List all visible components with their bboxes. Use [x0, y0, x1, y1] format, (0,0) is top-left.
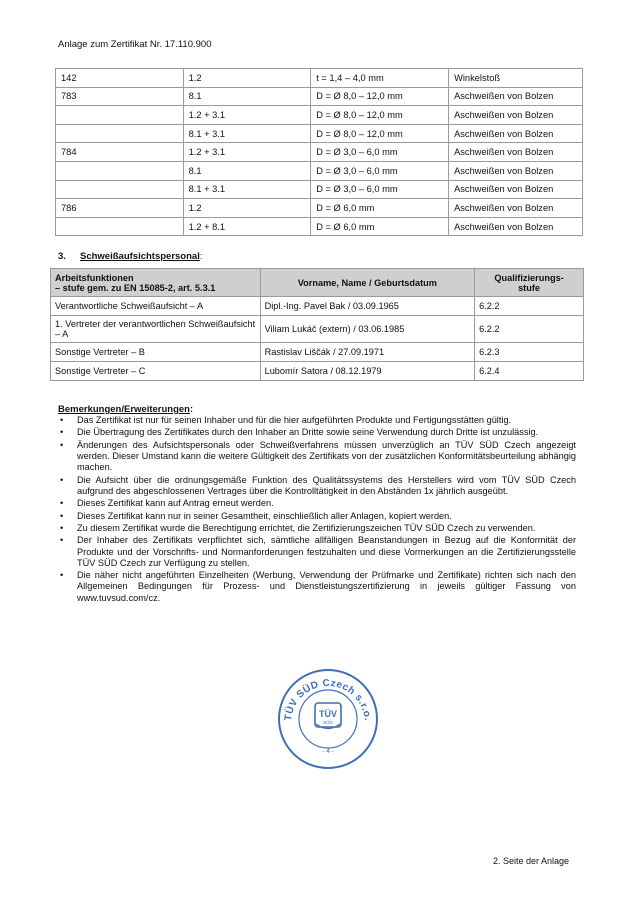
table-row	[56, 143, 583, 162]
table-cell	[56, 217, 184, 236]
list-item: • Der Inhaber des Zertifikats verpflichtet sich, sämtliche allfälligen Beanstandungen in Bezug auf die Konformität der Produkte und der Vorschrifts- und Normanforderungen festzuhalten und diese Vormerkungen an die Zertifizierungsstelle TÜV SÜD Czech zur Verfügung zu stellen.	[58, 535, 576, 569]
table-cell: Lubomír Satora / 08.12.1979	[260, 362, 475, 381]
list-item: • Die näher nicht angeführten Einzelheiten (Werbung, Verwendung der Prüfmarke und Zertifikate) richten sich nach den Allgemeinen Bedingungen für Prozess- und Dienstleistungszertifizierung in jeweils gültiger Fassung von www.tuvsud.com/cz.	[58, 570, 576, 604]
table-cell: 8.1 + 3.1	[183, 124, 311, 143]
table-cell: 1. Vertreter der verantwortlichen Schweißaufsicht – A	[51, 316, 261, 343]
header-functions-line1: Arbeitsfunktionen	[55, 272, 134, 283]
table-cell: Aschweißen von Bolzen	[449, 199, 583, 218]
table-cell: D = Ø 3,0 – 6,0 mm	[311, 161, 449, 180]
stamp-number: - 4 -	[322, 748, 334, 755]
table-row	[56, 106, 583, 125]
table-cell: 6.2.2	[475, 297, 584, 316]
table-cell: Aschweißen von Bolzen	[449, 161, 583, 180]
table-cell: D = Ø 6,0 mm	[311, 217, 449, 236]
header-functions-line2: – stufe gem. zu EN 15085-2, art. 5.3.1	[55, 282, 216, 293]
table-cell: Sonstige Vertreter – C	[51, 362, 261, 381]
personnel-table-header	[51, 269, 584, 297]
table-cell: Dipl.-Ing. Pavel Bak / 03.09.1965	[260, 297, 475, 316]
tuv-logo-icon	[315, 703, 341, 729]
header-functions	[51, 269, 261, 297]
table-cell: 8.1	[183, 161, 311, 180]
table-row	[56, 69, 583, 88]
stamp-ring-text: TÜV SÜD Czech s.r.o.	[282, 677, 373, 722]
section-3-heading	[58, 251, 202, 262]
stamp-logo-subtext: SÜD	[323, 720, 333, 725]
table-cell: D = Ø 3,0 – 6,0 mm	[311, 180, 449, 199]
table-cell: 1.2 + 3.1	[183, 143, 311, 162]
table-cell: Verantwortliche Schweißaufsicht – A	[51, 297, 261, 316]
header-name: Vorname, Name / Geburtsdatum	[260, 269, 475, 297]
table-cell: 784	[56, 143, 184, 162]
table-cell: Aschweißen von Bolzen	[449, 217, 583, 236]
tuv-stamp-seal	[276, 667, 380, 771]
remarks-list	[58, 415, 576, 604]
table-cell: Viliam Lukáč (extern) / 03.06.1985	[260, 316, 475, 343]
table-cell	[56, 180, 184, 199]
table-cell: 1.2	[183, 199, 311, 218]
table-cell: 6.2.4	[475, 362, 584, 381]
table-cell: Aschweißen von Bolzen	[449, 106, 583, 125]
table-cell: 1.2	[183, 69, 311, 88]
table-row	[56, 124, 583, 143]
table-row	[51, 343, 584, 362]
remarks-section	[58, 404, 576, 605]
table-cell: 8.1 + 3.1	[183, 180, 311, 199]
page-footer: 2. Seite der Anlage	[493, 856, 570, 866]
list-item: • Zu diesem Zertifikat wurde die Berechtigung errichtet, die Zertifizierungszeichen TÜV SÜD Czech zu verwenden.	[58, 523, 576, 534]
table-cell	[56, 161, 184, 180]
table-cell	[56, 106, 184, 125]
process-table	[55, 68, 583, 236]
table-cell: Aschweißen von Bolzen	[449, 180, 583, 199]
table-cell	[56, 124, 184, 143]
table-cell: D = Ø 3,0 – 6,0 mm	[311, 143, 449, 162]
list-item: • Die Übertragung des Zertifikates durch den Inhaber an Dritte sowie seine Verwendung durch Dritte ist unzulässig.	[58, 427, 576, 438]
table-cell: 1.2 + 8.1	[183, 217, 311, 236]
table-cell: t = 1,4 – 4,0 mm	[311, 69, 449, 88]
table-row	[51, 362, 584, 381]
list-item: • Dieses Zertifikat kann nur in seiner Gesamtheit, einschließlich aller Anlagen, kopiert werden.	[58, 511, 576, 522]
remarks-colon: :	[189, 404, 194, 414]
section-title-colon: :	[199, 251, 203, 262]
table-row	[56, 199, 583, 218]
header-qualification	[475, 269, 584, 297]
section-title: Schweißaufsichtspersonal	[80, 251, 200, 262]
table-cell: D = Ø 8,0 – 12,0 mm	[311, 87, 449, 106]
list-item: • Dieses Zertifikat kann auf Antrag erneut werden.	[58, 498, 576, 509]
table-row	[51, 297, 584, 316]
table-cell: 783	[56, 87, 184, 106]
table-cell: Sonstige Vertreter – B	[51, 343, 261, 362]
list-item: • Die Aufsicht über die ordnungsgemäße Funktion des Qualitätssystems des Herstellers wird vom TÜV SÜD Czech aufgrund des abgeschlossenen Vertrages über die Kontrolltätigkeit in den Abständen 1x jährlich ausgeübt.	[58, 475, 576, 497]
table-cell: Aschweißen von Bolzen	[449, 87, 583, 106]
list-item: • Das Zertifikat ist nur für seinen Inhaber und für die hier aufgeführten Produkte und Fertigungsstätten gültig.	[58, 415, 576, 426]
remarks-heading	[58, 404, 576, 415]
header-qualification-line1: Qualifizierungs-	[494, 272, 564, 283]
table-cell: 6.2.2	[475, 316, 584, 343]
table-row	[56, 217, 583, 236]
list-item: • Änderungen des Aufsichtspersonals oder Schweißverfahrens müssen unverzüglich an TÜV SÜD Czech angezeigt werden. Dieser Umstand kann die weitere Gültigkeit des Zertifikats von der zusätzlichen Konformitätsbeurteilung abhängig machen.	[58, 440, 576, 474]
table-cell: 1.2 + 3.1	[183, 106, 311, 125]
table-row	[56, 161, 583, 180]
stamp-logo-text: TÜV	[319, 709, 337, 719]
personnel-table	[50, 268, 584, 381]
table-cell: D = Ø 8,0 – 12,0 mm	[311, 124, 449, 143]
table-cell: Aschweißen von Bolzen	[449, 124, 583, 143]
header-qualification-line2: stufe	[518, 282, 541, 293]
document-header: Anlage zum Zertifikat Nr. 17.110.900	[58, 39, 212, 50]
table-cell: 8.1	[183, 87, 311, 106]
table-row	[56, 180, 583, 199]
table-row	[56, 87, 583, 106]
stamp-inner-ring	[299, 690, 357, 748]
section-number: 3.	[58, 251, 66, 262]
table-cell: Aschweißen von Bolzen	[449, 143, 583, 162]
table-row	[51, 316, 584, 343]
table-cell: D = Ø 8,0 – 12,0 mm	[311, 106, 449, 125]
table-cell: Rastislav Liščák / 27.09.1971	[260, 343, 475, 362]
table-cell: Winkelstoß	[449, 69, 583, 88]
table-cell: 786	[56, 199, 184, 218]
table-cell: 6.2.3	[475, 343, 584, 362]
table-cell: D = Ø 6,0 mm	[311, 199, 449, 218]
table-cell: 142	[56, 69, 184, 88]
remarks-title: Bemerkungen/Erweiterungen	[58, 404, 190, 415]
